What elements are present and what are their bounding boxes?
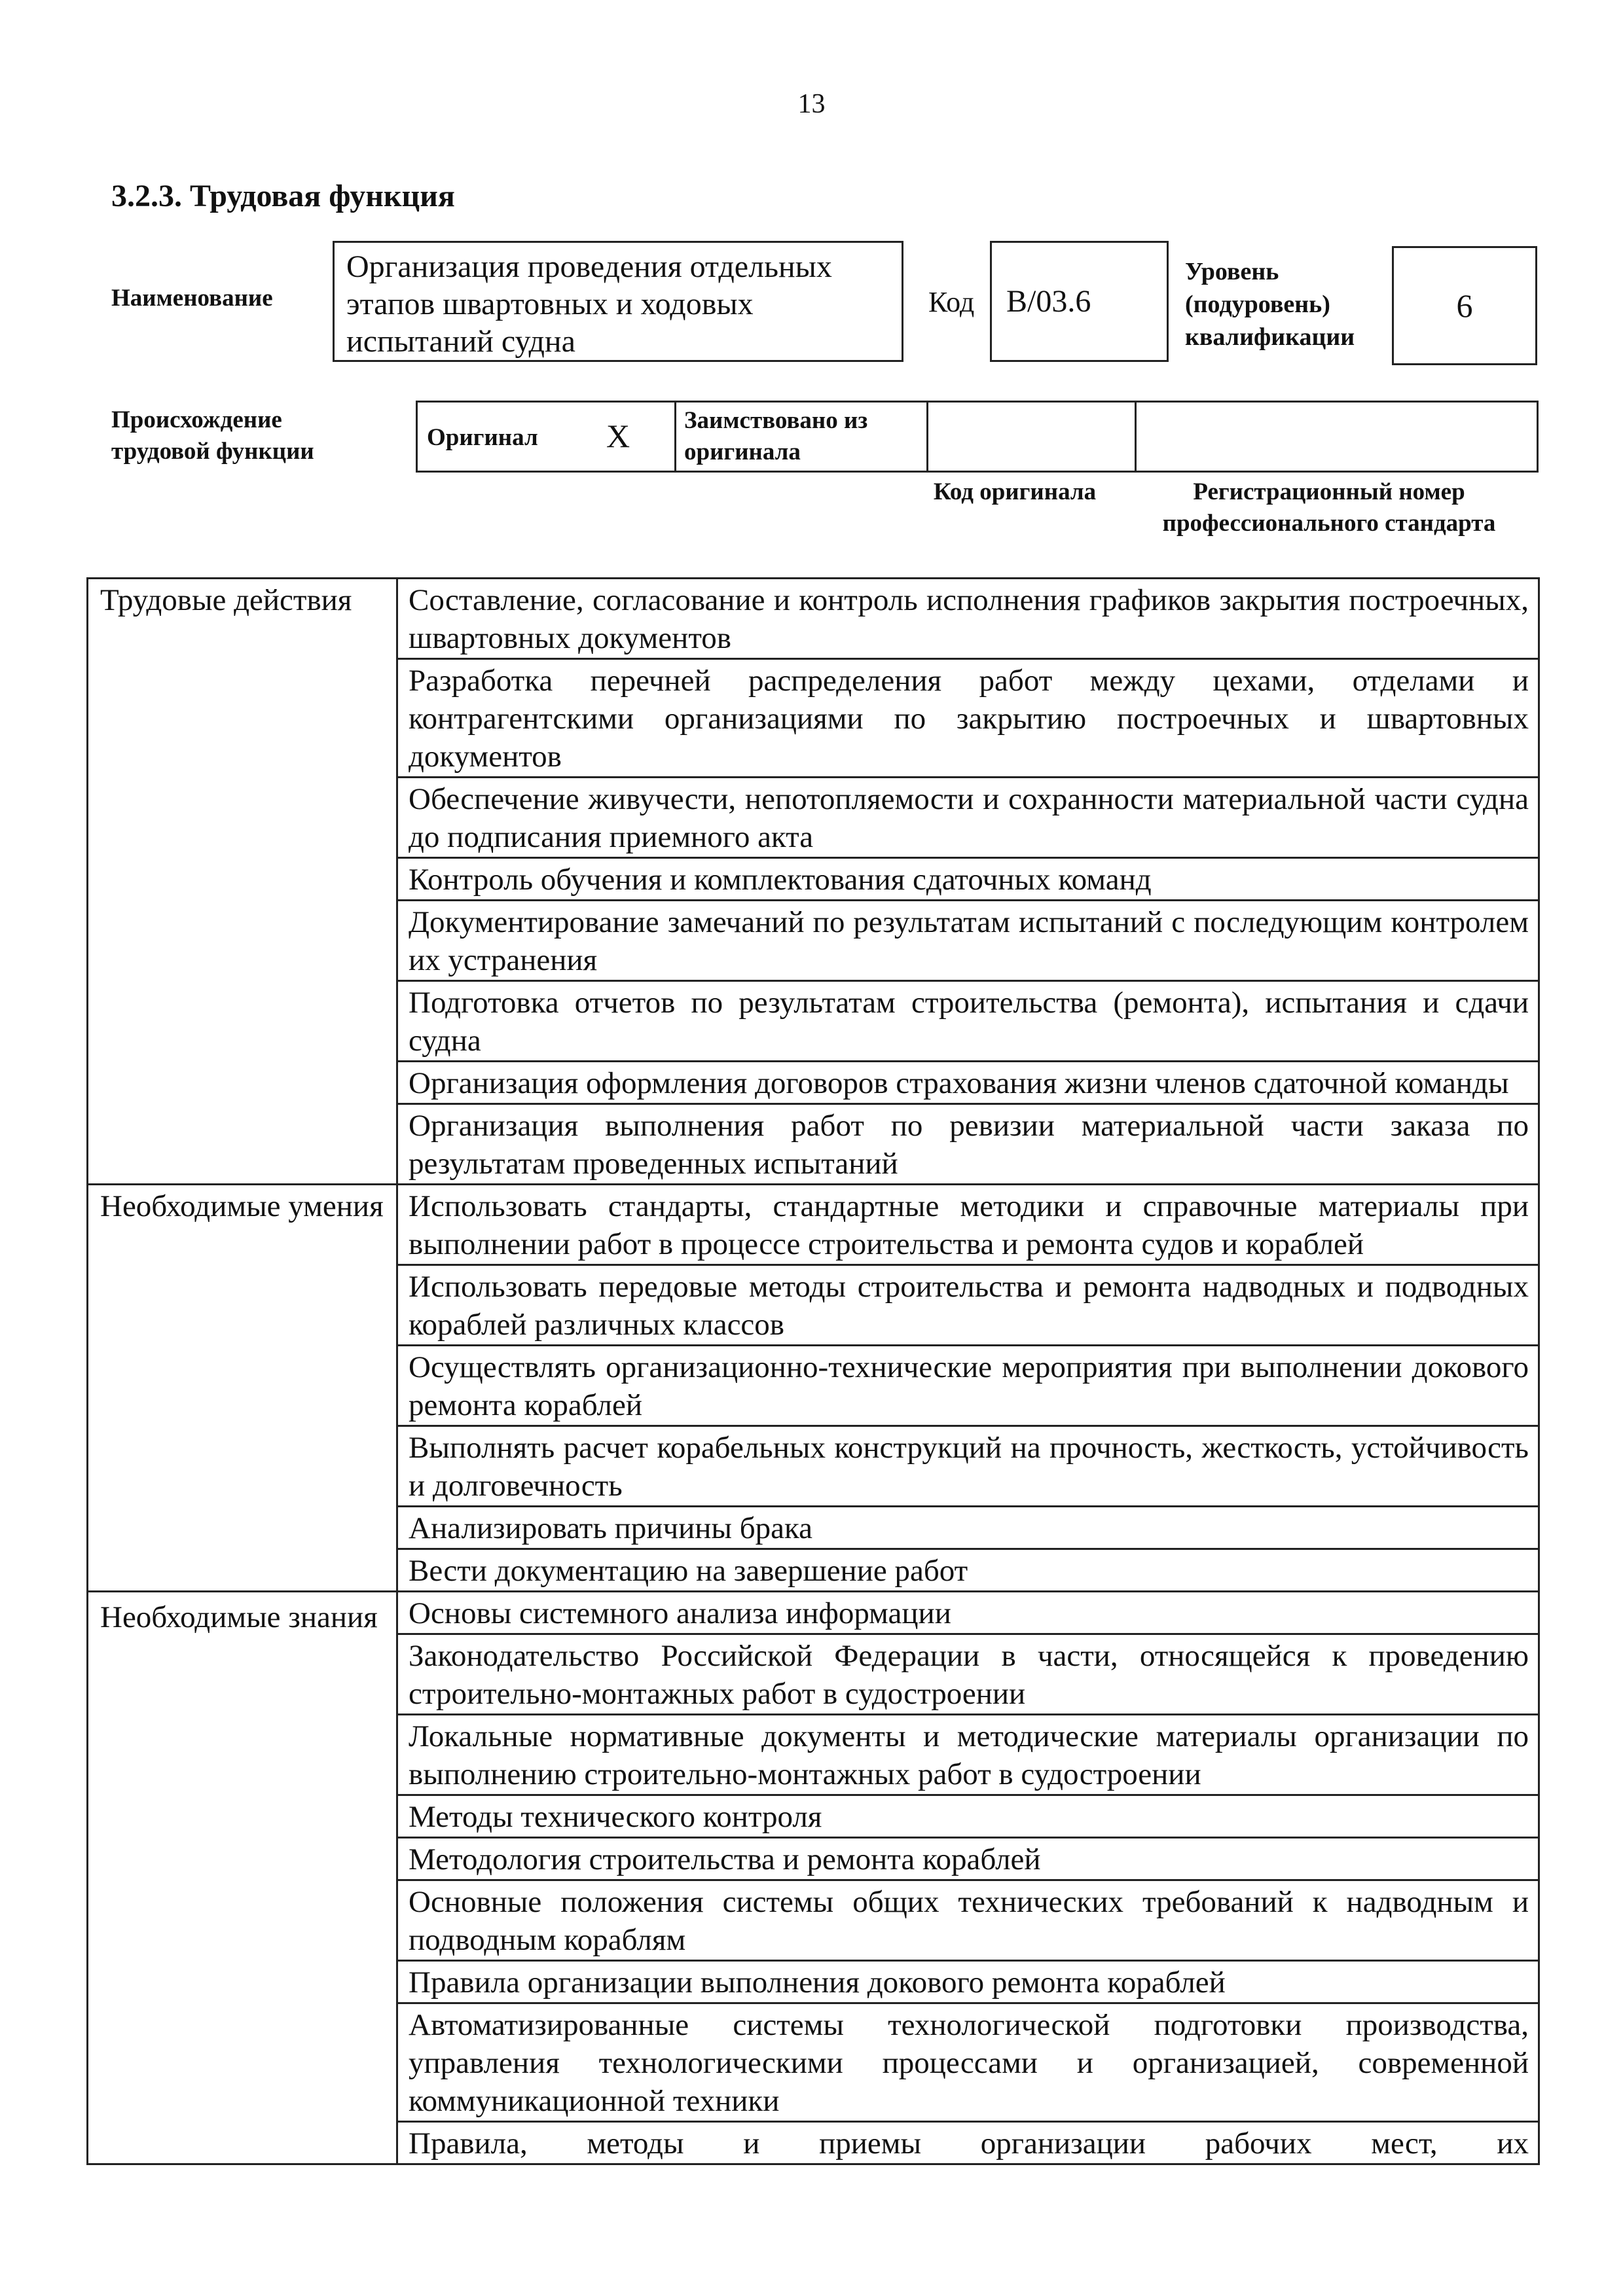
list-item: Выполнять расчет корабельных конструкций на прочность, жесткость, устойчивость и долговечность	[397, 1426, 1539, 1507]
list-item: Использовать передовые методы строительства и ремонта надводных и подводных кораблей различных классов	[397, 1265, 1539, 1346]
list-item: Методология строительства и ремонта кораблей	[397, 1838, 1539, 1880]
function-name-box: Организация проведения отдельных этапов швартовных и ходовых испытаний судна	[333, 241, 903, 362]
page-number: 13	[797, 89, 826, 119]
list-item: Организация выполнения работ по ревизии материальной части заказа по результатам проведенных испытаний	[397, 1104, 1539, 1185]
function-table	[86, 577, 1540, 2165]
list-item: Правила организации выполнения докового ремонта кораблей	[397, 1961, 1539, 2003]
list-item: Методы технического контроля	[397, 1795, 1539, 1838]
code-box: B/03.6	[990, 241, 1169, 362]
list-item: Законодательство Российской Федерации в части, относящейся к проведению строительно-монтажных работ в судостроении	[397, 1634, 1539, 1715]
list-item: Основы системного анализа информации	[397, 1592, 1539, 1634]
borrowed-label: Заимствовано из оригинала	[684, 407, 868, 465]
reg-number-cell	[1137, 403, 1537, 471]
list-item: Документирование замечаний по результатам испытаний с последующим контролем их устранения	[397, 901, 1539, 981]
section-title: 3.2.3. Трудовая функция	[111, 179, 455, 213]
section-title-actions: Трудовые действия	[88, 579, 397, 1185]
list-item: Основные положения системы общих технических требований к надводным и подводным кораблям	[397, 1880, 1539, 1961]
table-row	[88, 1185, 1539, 1265]
original-label: Оригинал	[427, 424, 538, 451]
name-label: Наименование	[111, 285, 273, 312]
list-item: Вести документацию на завершение работ	[397, 1549, 1539, 1592]
list-item: Контроль обучения и комплектования сдаточных команд	[397, 858, 1539, 901]
list-item: Осуществлять организационно-технические мероприятия при выполнении докового ремонта кораблей	[397, 1346, 1539, 1426]
reg-number-caption: Регистрационный номер профессионального стандарта	[1162, 478, 1496, 537]
list-item: Составление, согласование и контроль исполнения графиков закрытия построечных, швартовных документов	[397, 579, 1539, 659]
origin-table	[416, 401, 1539, 473]
level-box: 6	[1392, 246, 1537, 365]
list-item: Локальные нормативные документы и методические материалы организации по выполнению строительно-монтажных работ в судостроении	[397, 1715, 1539, 1795]
code-original-cell	[928, 403, 1137, 471]
list-item: Обеспечение живучести, непотопляемости и сохранности материальной части судна до подписания приемного акта	[397, 778, 1539, 858]
list-item: Правила, методы и приемы организации рабочих мест, их	[397, 2122, 1539, 2164]
table-row	[88, 579, 1539, 659]
list-item: Разработка перечней распределения работ между цехами, отделами и контрагентскими организациями по закрытию построечных и швартовных документов	[397, 659, 1539, 778]
list-item: Использовать стандарты, стандартные методики и справочные материалы при выполнении работ в процессе строительства и ремонта судов и кораблей	[397, 1185, 1539, 1265]
code-original-caption: Код оригинала	[933, 478, 1097, 505]
original-cell	[418, 403, 676, 471]
origin-label: Происхождение трудовой функции	[111, 406, 314, 465]
list-item: Автоматизированные системы технологической подготовки производства, управления технологическими процессами и организацией, современной коммуникационной техники	[397, 2003, 1539, 2122]
code-label: Код	[928, 286, 975, 318]
level-label: Уровень (подуровень) квалификации	[1185, 258, 1355, 351]
original-mark: X	[606, 418, 630, 454]
list-item: Организация оформления договоров страхования жизни членов сдаточной команды	[397, 1062, 1539, 1104]
table-row	[88, 1592, 1539, 1634]
section-title-skills: Необходимые умения	[88, 1185, 397, 1592]
borrowed-cell	[676, 403, 928, 471]
list-item: Анализировать причины брака	[397, 1507, 1539, 1549]
list-item: Подготовка отчетов по результатам строительства (ремонта), испытания и сдачи судна	[397, 981, 1539, 1062]
section-title-knowledge: Необходимые знания	[88, 1592, 397, 2164]
